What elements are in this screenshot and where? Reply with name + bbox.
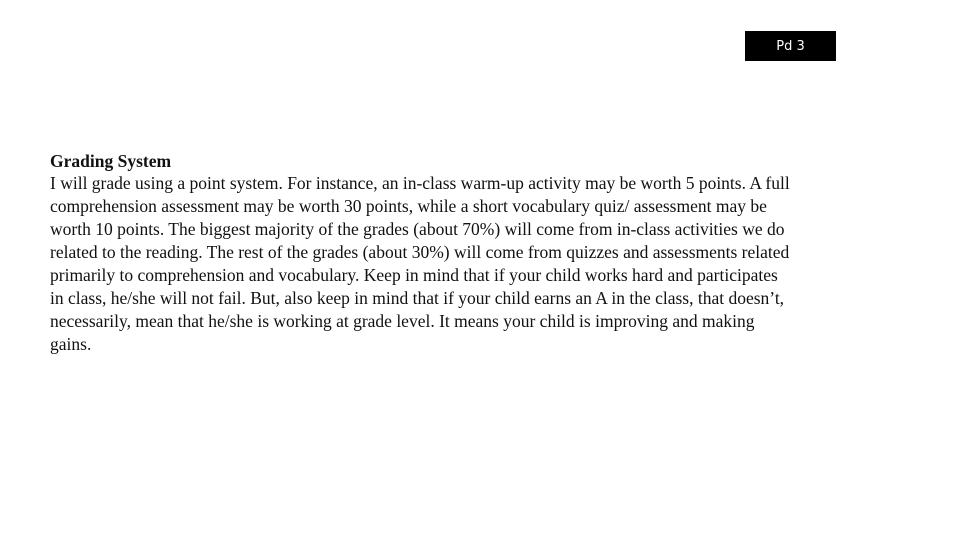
paragraph-line: worth 10 points. The biggest majority of the grades (about 70%) will come from in-class activities we do bbox=[50, 219, 785, 239]
paragraph-line: comprehension assessment may be worth 30 points, while a short vocabulary quiz/ assessment may be bbox=[50, 196, 767, 216]
grading-system-paragraph bbox=[50, 172, 900, 356]
period-label: Pd 3 bbox=[745, 31, 836, 61]
paragraph-line: primarily to comprehension and vocabulary. Keep in mind that if your child works hard and participates bbox=[50, 265, 778, 285]
grading-system-excerpt bbox=[50, 150, 900, 356]
paragraph-line: in class, he/she will not fail. But, also keep in mind that if your child earns an A in the class, that doesn’t, bbox=[50, 288, 785, 308]
grading-system-heading: Grading System bbox=[50, 151, 172, 171]
paragraph-line: necessarily, mean that he/she is working at grade level. It means your child is improving and making bbox=[50, 311, 755, 331]
paragraph-line: I will grade using a point system. For instance, an in-class warm-up activity may be worth 5 points. A full bbox=[50, 173, 790, 193]
paragraph-line: gains. bbox=[50, 334, 92, 354]
paragraph-line: related to the reading. The rest of the grades (about 30%) will come from quizzes and assessments related bbox=[50, 242, 790, 262]
